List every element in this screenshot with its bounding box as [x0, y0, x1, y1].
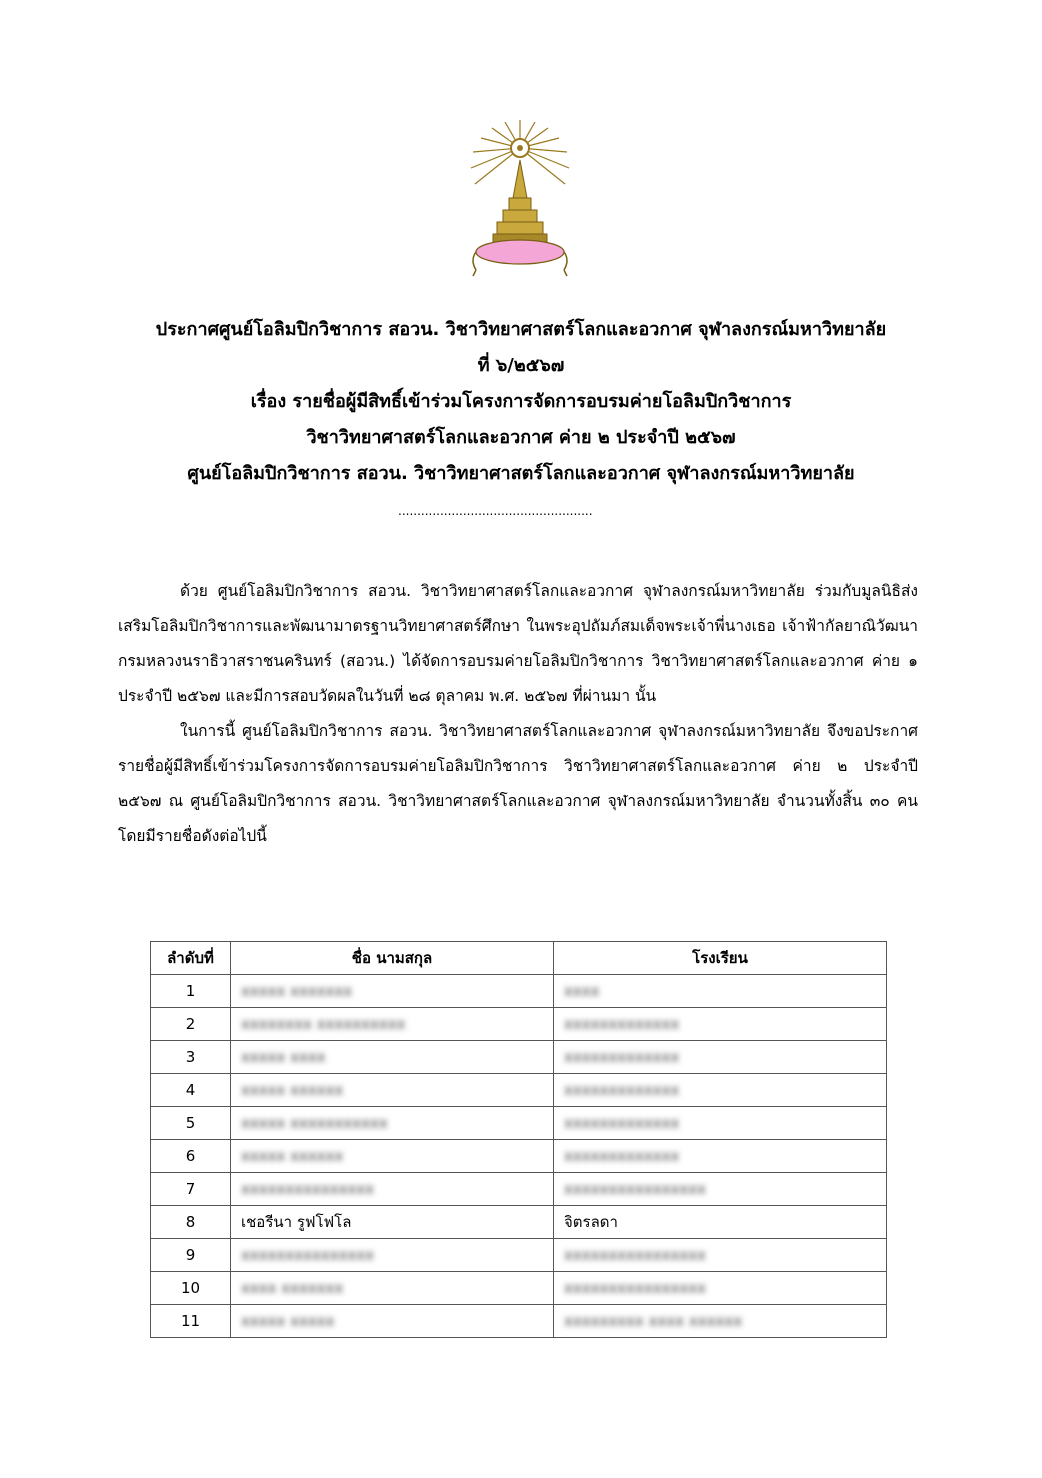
row-school-cell: xxxxxxxxxxxxx	[554, 1008, 887, 1041]
table-row	[151, 1305, 887, 1338]
row-number-cell: 7	[151, 1173, 231, 1206]
table-row	[151, 1173, 887, 1206]
table-row	[151, 1206, 887, 1239]
table-row	[151, 1107, 887, 1140]
separator-dots: ...................................................	[398, 504, 593, 518]
row-name-cell: xxxxxxxxxxxxxxx	[231, 1173, 554, 1206]
row-name-cell: xxxxxxxxxxxxxxx	[231, 1239, 554, 1272]
heading-line: ที่ ๖/๒๕๖๗	[477, 355, 565, 376]
table-row	[151, 1041, 887, 1074]
row-name-cell: xxxx xxxxxxx	[231, 1272, 554, 1305]
paragraph: ด้วย ศูนย์โอลิมปิกวิชาการ สอวน. วิชาวิทยาศาสตร์โลกและอวกาศ จุฬาลงกรณ์มหาวิทยาลัย ร่วมกับมูลนิธิส่งเสริมโอลิมปิกวิชาการและพัฒนามาตรฐานวิทยาศาสตร์ศึกษา ในพระอุปถัมภ์สมเด็จพระเจ้าพี่นางเธอ เจ้าฟ้ากัลยาณิวัฒนา กรมหลวงนราธิวาสราชนครินทร์ (สอวน.) ได้จัดการอบรมค่ายโอลิมปิกวิชาการ วิชาวิทยาศาสตร์โลกและอวกาศ ค่าย ๑ ประจำปี ๒๕๖๗ และมีการสอบวัดผลในวันที่ ๒๘ ตุลาคม พ.ศ. ๒๕๖๗ ที่ผ่านมา นั้น	[118, 582, 918, 705]
participants-table	[150, 941, 887, 1338]
table-row	[151, 1140, 887, 1173]
heading-line: ศูนย์โอลิมปิกวิชาการ สอวน. วิชาวิทยาศาสตร์โลกและอวกาศ จุฬาลงกรณ์มหาวิทยาลัย	[187, 463, 855, 484]
row-number-cell: 10	[151, 1272, 231, 1305]
row-school-cell: xxxx	[554, 975, 887, 1008]
row-name-cell: xxxxx xxxxx	[231, 1305, 554, 1338]
row-school-cell: จิตรลดา	[554, 1206, 887, 1239]
row-name-cell: xxxxx xxxx	[231, 1041, 554, 1074]
row-school-cell: xxxxxxxxxxxxxxxx	[554, 1272, 887, 1305]
row-school-cell: xxxxxxxxxxxxxxxx	[554, 1239, 887, 1272]
paragraph: ในการนี้ ศูนย์โอลิมปิกวิชาการ สอวน. วิชาวิทยาศาสตร์โลกและอวกาศ จุฬาลงกรณ์มหาวิทยาลัย จึงขอประกาศรายชื่อผู้มีสิทธิ์เข้าร่วมโครงการจัดการอบรมค่ายโอลิมปิกวิชาการ วิชาวิทยาศาสตร์โลกและอวกาศ ค่าย ๒ ประจำปี ๒๕๖๗ ณ ศูนย์โอลิมปิกวิชาการ สอวน. วิชาวิทยาศาสตร์โลกและอวกาศ จุฬาลงกรณ์มหาวิทยาลัย จำนวนทั้งสิ้น ๓๐ คน โดยมีรายชื่อดังต่อไปนี้	[118, 722, 918, 845]
row-name-cell: xxxxx xxxxxx	[231, 1140, 554, 1173]
row-number-cell: 6	[151, 1140, 231, 1173]
row-number-cell: 5	[151, 1107, 231, 1140]
row-number-cell: 2	[151, 1008, 231, 1041]
row-name-cell: xxxxxxxx xxxxxxxxxx	[231, 1008, 554, 1041]
row-number-cell: 9	[151, 1239, 231, 1272]
row-number-cell: 8	[151, 1206, 231, 1239]
table-row	[151, 1074, 887, 1107]
row-school-cell: xxxxxxxxxxxxx	[554, 1107, 887, 1140]
column-header-number: ลำดับที่	[151, 942, 231, 975]
row-number-cell: 11	[151, 1305, 231, 1338]
heading-line: ประกาศศูนย์โอลิมปิกวิชาการ สอวน. วิชาวิทยาศาสตร์โลกและอวกาศ จุฬาลงกรณ์มหาวิทยาลัย	[155, 319, 887, 340]
table-header-row	[151, 942, 887, 975]
announcement-heading	[100, 312, 942, 492]
heading-line: วิชาวิทยาศาสตร์โลกและอวกาศ ค่าย ๒ ประจำปี ๒๕๖๗	[306, 427, 736, 448]
row-school-cell: xxxxxxxxxxxxx	[554, 1041, 887, 1074]
row-name-cell: xxxxx xxxxxxx	[231, 975, 554, 1008]
row-number-cell: 4	[151, 1074, 231, 1107]
heading-line: เรื่อง รายชื่อผู้มีสิทธิ์เข้าร่วมโครงการจัดการอบรมค่ายโอลิมปิกวิชาการ	[250, 391, 792, 412]
row-school-cell: xxxxxxxxx xxxx xxxxxx	[554, 1305, 887, 1338]
row-number-cell: 3	[151, 1041, 231, 1074]
row-name-cell: xxxxx xxxxxxxxxxx	[231, 1107, 554, 1140]
university-seal-logo	[465, 118, 575, 278]
table-row	[151, 975, 887, 1008]
table-row	[151, 1239, 887, 1272]
table-row	[151, 1272, 887, 1305]
row-name-cell: เชอรีนา รูฟโฟโล	[231, 1206, 554, 1239]
row-number-cell: 1	[151, 975, 231, 1008]
row-school-cell: xxxxxxxxxxxxx	[554, 1140, 887, 1173]
row-name-cell: xxxxx xxxxxx	[231, 1074, 554, 1107]
row-school-cell: xxxxxxxxxxxxx	[554, 1074, 887, 1107]
table-row	[151, 1008, 887, 1041]
announcement-body	[118, 574, 918, 854]
row-school-cell: xxxxxxxxxxxxxxxx	[554, 1173, 887, 1206]
column-header-name: ชื่อ นามสกุล	[231, 942, 554, 975]
column-header-school: โรงเรียน	[554, 942, 887, 975]
